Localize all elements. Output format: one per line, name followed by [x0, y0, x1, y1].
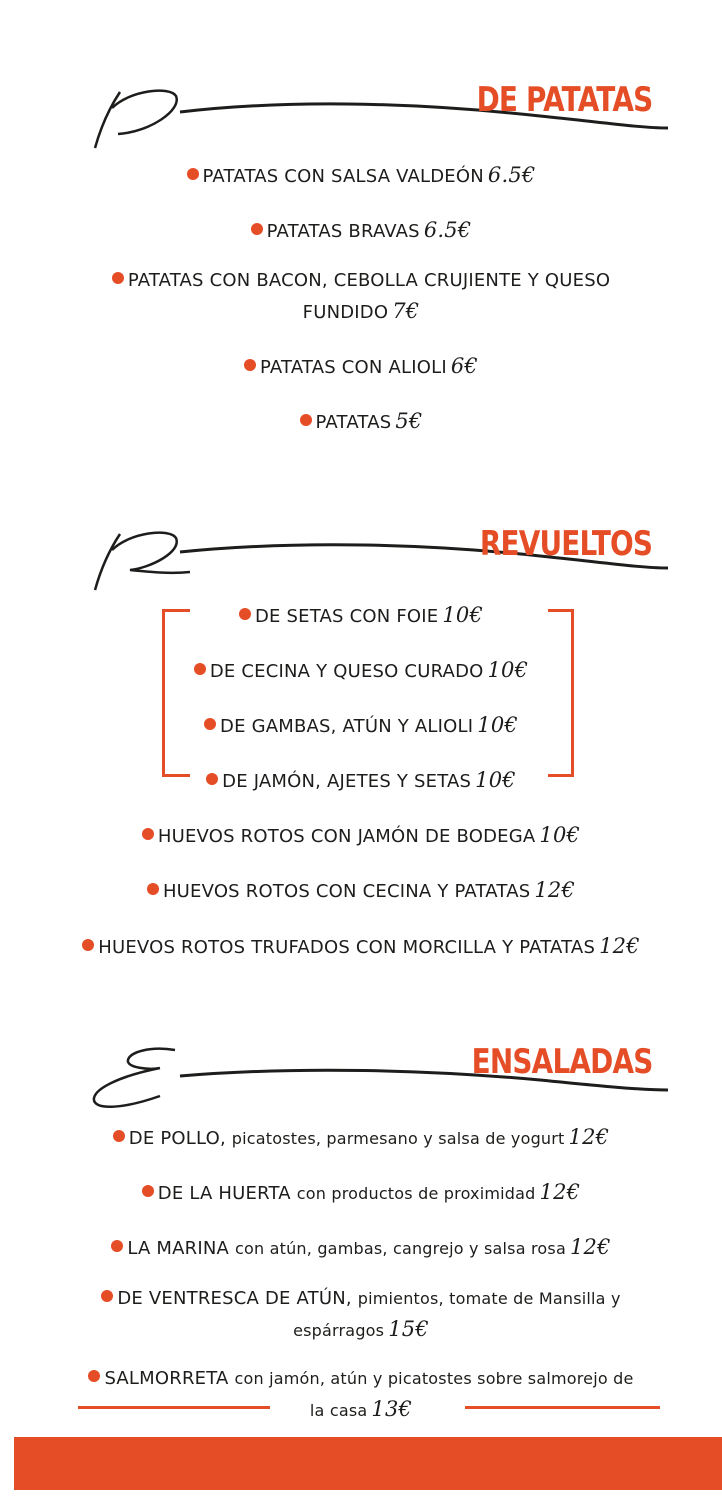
bullet-icon [142, 1185, 154, 1197]
bullet-icon [113, 1130, 125, 1142]
divider-line-right [465, 1406, 660, 1409]
menu-item: HUEVOS ROTOS CON JAMÓN DE BODEGA 10€ [0, 820, 722, 852]
bullet-icon [101, 1290, 113, 1302]
menu-item: DE VENTRESCA DE ATÚN, pimientos, tomate de Mansilla y espárragos 15€ [0, 1284, 722, 1346]
menu-item: PATATAS BRAVAS 6.5€ [0, 215, 722, 247]
menu-item: DE JAMÓN, AJETES Y SETAS 10€ [0, 765, 722, 797]
menu-item: DE POLLO, picatostes, parmesano y salsa de yogurt 12€ [0, 1122, 722, 1154]
divider-line-left [78, 1406, 270, 1409]
bullet-icon [147, 883, 159, 895]
bullet-icon [111, 1240, 123, 1252]
menu-item: HUEVOS ROTOS TRUFADOS CON MORCILLA Y PATATAS 12€ [0, 931, 722, 963]
menu-item: DE LA HUERTA con productos de proximidad 12€ [0, 1177, 722, 1209]
bullet-icon [88, 1370, 100, 1382]
bullet-icon [206, 773, 218, 785]
menu-item: HUEVOS ROTOS CON CECINA Y PATATAS 12€ [0, 875, 722, 907]
bullet-icon [244, 359, 256, 371]
bullet-icon [239, 608, 251, 620]
menu-item: LA MARINA con atún, gambas, cangrejo y salsa rosa 12€ [0, 1232, 722, 1264]
menu-item: DE SETAS CON FOIE 10€ [0, 600, 722, 632]
menu-item: PATATAS CON ALIOLI 6€ [0, 351, 722, 383]
menu-item: PATATAS CON BACON, CEBOLLA CRUJIENTE Y QUESO FUNDIDO 7€ [0, 266, 722, 328]
bullet-icon [142, 828, 154, 840]
bullet-icon [82, 939, 94, 951]
section-title: REVUELTOS [479, 524, 652, 564]
menu-item: PATATAS CON SALSA VALDEÓN 6.5€ [0, 160, 722, 192]
footer-bar [14, 1437, 722, 1490]
section-title: DE PATATAS [476, 80, 652, 120]
bracket-left [162, 609, 190, 777]
bullet-icon [112, 272, 124, 284]
menu-item: PATATAS 5€ [0, 406, 722, 438]
menu-item: SALMORRETA con jamón, atún y picatostes sobre salmorejo de la casa 13€ [0, 1364, 722, 1426]
bullet-icon [187, 168, 199, 180]
section-title: ENSALADAS [471, 1042, 652, 1082]
bullet-icon [251, 223, 263, 235]
bullet-icon [204, 718, 216, 730]
bullet-icon [300, 414, 312, 426]
menu-item: DE GAMBAS, ATÚN Y ALIOLI 10€ [0, 710, 722, 742]
menu-item: DE CECINA Y QUESO CURADO 10€ [0, 655, 722, 687]
bullet-icon [194, 663, 206, 675]
bracket-right [548, 609, 574, 777]
